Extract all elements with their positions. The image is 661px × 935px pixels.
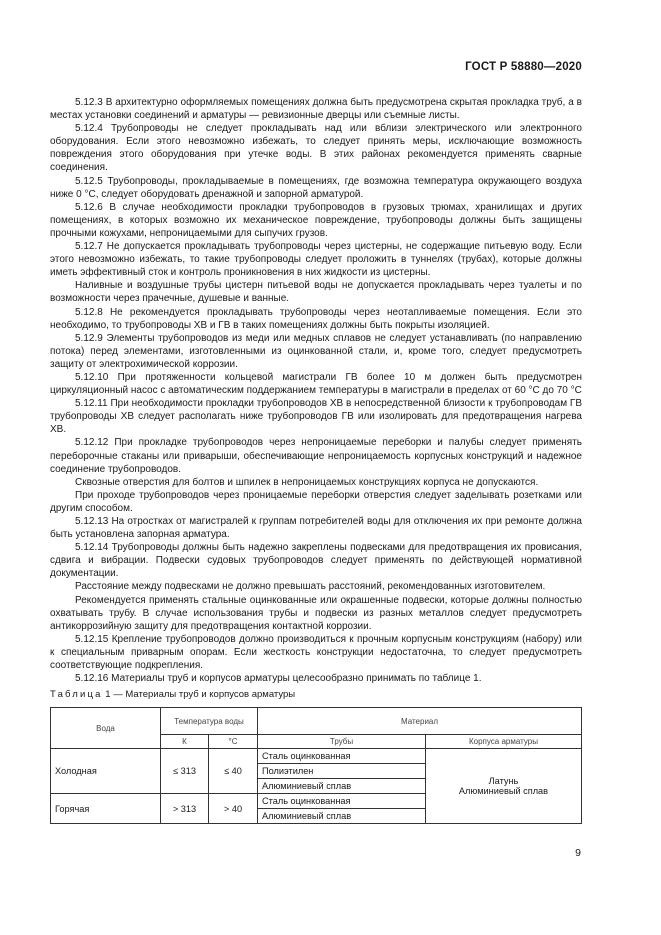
cell-water-cold: Холодная: [51, 749, 161, 794]
header-celsius: °С: [209, 735, 258, 749]
paragraph-hanger-distance: Расстояние между подвесками не должно превышать расстояний, рекомендованных изготовителем.: [75, 581, 546, 593]
header-valve-bodies: Корпуса арматуры: [426, 735, 582, 749]
valve-body-aluminium: Алюминиевый сплав: [458, 786, 549, 796]
cell-water-hot: Горячая: [51, 794, 161, 824]
paragraph-5-12-8: 5.12.8 Не рекомендуется прокладывать трубопроводы через неотапливаемые помещения. Если это необходимо, то трубопроводы ХВ и ГВ в таких помещениях должны быть покрыты изоляцией.: [50, 306, 582, 331]
header-material: Материал: [258, 708, 582, 735]
header-kelvin: К: [161, 735, 209, 749]
cell-pipe-material: Алюминиевый сплав: [258, 809, 426, 824]
paragraph-hanger-material: Рекомендуется применять стальные оцинкованные или окрашенные подвески, которые должны полностью охватывать трубу. В случае использования трубы и подвески из разных металлов следует предусмотреть антикоррозийную защиту для предотвращения контактной коррозии.: [50, 594, 582, 632]
cell-pipe-material: Сталь оцинкованная: [258, 749, 426, 764]
paragraph-5-12-11: 5.12.11 При необходимости прокладки трубопроводов ХВ в непосредственной близости к трубопроводам ГВ трубопроводы ХВ следует располагать ниже трубопроводов ГВ или изолировать для предотвращения нагрева ХВ.: [50, 398, 582, 436]
paragraph-filler-pipes: Наливные и воздушные трубы цистерн питьевой воды не допускается прокладывать через туалеты и по возможности через прачечные, душевые и ванные.: [50, 280, 582, 305]
table-caption-title: 1 — Материалы труб и корпусов арматуры: [102, 689, 296, 700]
cell-pipe-material: Алюминиевый сплав: [258, 779, 426, 794]
paragraph-5-12-12: 5.12.12 При прокладке трубопроводов через непроницаемые переборки и палубы следует применять переборочные стаканы или приварыши, обеспечивающие непроницаемость корпусных конструкций и надежное соединение трубопроводов.: [50, 437, 582, 475]
cell-pipe-material: Полиэтилен: [258, 764, 426, 779]
document-body: [50, 96, 582, 685]
page-number: 9: [575, 847, 581, 859]
materials-table: [50, 707, 582, 824]
paragraph-5-12-16: 5.12.16 Материалы труб и корпусов арматуры целесообразно принимать по таблице 1.: [75, 673, 482, 685]
paragraph-bulkhead-holes: При проходе трубопроводов через проницаемые переборки отверстия следует заделывать розетками или другим способом.: [50, 489, 582, 514]
cell-kelvin-cold: ≤ 313: [161, 749, 209, 794]
paragraph-5-12-3: 5.12.3 В архитектурно оформляемых помещениях должна быть предусмотрена скрытая прокладка труб, а в местах установки соединений и арматуры — ревизионные дверцы или съемные листы.: [50, 97, 582, 122]
cell-celsius-hot: > 40: [209, 794, 258, 824]
header-temperature: Температура воды: [161, 708, 258, 735]
cell-pipe-material: Сталь оцинкованная: [258, 794, 426, 809]
paragraph-5-12-7: 5.12.7 Не допускается прокладывать трубопроводы через цистерны, не содержащие питьевую воду. Если этого невозможно избежать, то такие трубопроводы следует проложить в туннелях (трубах), которые должны иметь эффективный сток и контроль проникновения в них жидкости из цистерны.: [50, 241, 582, 279]
paragraph-through-holes: Сквозные отверстия для болтов и шпилек в непроницаемых конструкциях корпуса не допускаются.: [75, 476, 539, 488]
paragraph-5-12-13: 5.12.13 На отростках от магистралей к группам потребителей воды для отключения их при ремонте должна быть установлена запорная арматура.: [50, 516, 582, 541]
cell-valve-bodies: [426, 749, 582, 824]
paragraph-5-12-10: 5.12.10 При протяженности кольцевой магистрали ГВ более 10 м должен быть предусмотрен циркуляционный насос с автоматическим поддержанием температуры в магистрали в пределах от 60 °С до 70 °С: [50, 371, 582, 397]
header-pipes: Трубы: [258, 735, 426, 749]
paragraph-5-12-9: 5.12.9 Элементы трубопроводов из меди или медных сплавов не следует устанавливать (по направлению потока) перед элементами, изготовленными из оцинкованной стали, и, кроме того, следует предусмотреть защиту от электрохимической коррозии.: [50, 332, 582, 370]
cell-kelvin-hot: > 313: [161, 794, 209, 824]
cell-celsius-cold: ≤ 40: [209, 749, 258, 794]
paragraph-5-12-14: 5.12.14 Трубопроводы должны быть надежно закреплены подвесками для предотвращения их провисания, сдвига и вибрации. Подвески судовых трубопроводов следует применять по действующей нормативной документации.: [50, 542, 582, 580]
paragraph-5-12-4: 5.12.4 Трубопроводы не следует прокладывать над или вблизи электрического или электронного оборудования. Если этого невозможно избежать, то следует принять меры, исключающие возможность повреждения этого оборудования при утечке воды. В этих районах рекомендуется применять сварные соединения.: [50, 123, 582, 174]
table-caption: [50, 689, 295, 700]
valve-body-brass: Латунь: [488, 776, 519, 786]
paragraph-5-12-15: 5.12.15 Крепление трубопроводов должно производиться к прочным корпусным конструкциям (набору) или к специальным приварным опорам. Если жесткость конструкции недостаточна, то следует предусмотреть соответствующие подкрепления.: [50, 633, 582, 672]
table-caption-word: Таблица: [50, 689, 103, 700]
document-code: ГОСТ Р 58880—2020: [465, 61, 582, 73]
paragraph-5-12-6: 5.12.6 В случае необходимости прокладки трубопроводов в грузовых трюмах, хранилищах и других помещениях, в которых возможно их механическое повреждение, трубопроводы должны быть защищены прочными кожухами, непроницаемыми для сыпучих грузов.: [50, 201, 582, 239]
table-row: [51, 749, 582, 764]
header-water: Вода: [51, 708, 161, 749]
paragraph-5-12-5: 5.12.5 Трубопроводы, прокладываемые в помещениях, где возможна температура окружающего воздуха ниже 0 °С, следует оборудовать дренажной и запорной арматурой.: [50, 175, 582, 200]
